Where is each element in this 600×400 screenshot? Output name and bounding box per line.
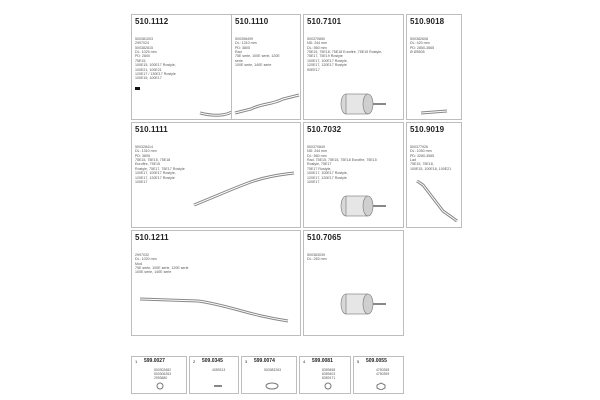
pipe-drawing bbox=[188, 169, 298, 209]
part-card-510-9019[interactable] bbox=[406, 122, 462, 228]
part-specs: 500370849 ND: 244 mm DL: 560 mm Rad, 75E15, 75E15, 75E18 Eurofire, 75E15 Rostyle, 75E17 75E17 Rostyle, 100E17, 100E17 Rostyle, 120E17, 120E17 Rostyle 100E17 bbox=[307, 144, 377, 185]
part-specs: 2997032 DL: 1020 mm Mod 75E serie, 100E serie, 120E serie 100E serie, 140E serie bbox=[135, 252, 189, 275]
part-specs: 500377926 DL: 1050 mm PD: 3280-3565 Lad 75E15, 75E18, 100E15, 100E18, 100E21 bbox=[410, 144, 452, 171]
muffler-drawing bbox=[328, 193, 388, 219]
part-number: 510.9019 bbox=[410, 125, 445, 134]
part-number: 510.7101 bbox=[307, 17, 342, 26]
part-card-510-7065[interactable] bbox=[303, 230, 404, 336]
part-number: 510.7032 bbox=[307, 125, 342, 134]
part-number: 510.1111 bbox=[135, 125, 168, 134]
clamp-icon bbox=[264, 382, 280, 390]
ref-numbers: 4059313 bbox=[212, 368, 226, 372]
part-number: 599.0081 bbox=[312, 358, 333, 364]
clamp-icon bbox=[154, 382, 166, 390]
part-card-510-9018[interactable] bbox=[406, 14, 462, 120]
muffler-drawing bbox=[328, 291, 388, 317]
vehicle-icon bbox=[135, 87, 140, 90]
item-number: 4 bbox=[303, 359, 306, 364]
part-number: 509.0345 bbox=[202, 358, 223, 364]
footer-item-1[interactable] bbox=[131, 356, 187, 394]
ref-numbers: 500302682 500306263 2993680 bbox=[154, 368, 171, 380]
item-number: 3 bbox=[245, 359, 248, 364]
part-specs: 500370850 ND: 244 mm DL: 560 mm 75E15, 75E18, 75E18 Eurofire, 75E15 Rostyle, 75E17, 75E19 Rostyle 100E17, 100E17 Rostyle, 120E17, 120E17 Rostyle 90EE17 bbox=[307, 36, 383, 72]
bolt-icon bbox=[212, 382, 224, 390]
part-number: 510.7065 bbox=[307, 233, 342, 242]
item-number: 2 bbox=[193, 359, 196, 364]
footer-item-2[interactable] bbox=[189, 356, 239, 394]
part-number: 599.0027 bbox=[144, 358, 165, 364]
muffler-drawing bbox=[328, 91, 388, 117]
part-number: 510.1112 bbox=[135, 17, 169, 26]
part-card-510-1111[interactable] bbox=[131, 122, 301, 228]
footer-item-5[interactable] bbox=[353, 356, 404, 394]
part-number: 510.1110 bbox=[235, 17, 269, 26]
part-specs: 500383039 DL: 263 mm bbox=[307, 252, 327, 262]
part-card-510-7101[interactable] bbox=[303, 14, 404, 120]
part-number: 510.9018 bbox=[410, 17, 445, 26]
part-specs: 500382608 DL: 420 mm PD: 2850-3565 Ø Ø5505 bbox=[410, 36, 435, 55]
ref-numbers: 500383263 bbox=[264, 368, 281, 372]
ref-numbers: 4750268 4750399 bbox=[376, 368, 390, 376]
ref-numbers: 8359458 8359403 8359171 bbox=[322, 368, 336, 380]
part-card-510-1110[interactable] bbox=[231, 14, 301, 120]
part-card-510-1211[interactable] bbox=[131, 230, 301, 336]
footer-item-4[interactable] bbox=[299, 356, 351, 394]
part-number: 509.0055 bbox=[366, 358, 387, 364]
footer-item-3[interactable] bbox=[241, 356, 297, 394]
pipe-drawing bbox=[233, 91, 301, 117]
pipe-drawing bbox=[411, 175, 461, 225]
part-specs: 500381003 2997024 500382815 DL: 1025 mm PD: 2800 75E15, 100E15, 100E17 Rostyle, 100E21, 100E21 120E17 / 130E17 Rostyle 100E15, 100E17 bbox=[135, 36, 176, 81]
pipe-drawing bbox=[411, 103, 461, 123]
part-card-510-7032[interactable] bbox=[303, 122, 404, 228]
item-number: 5 bbox=[357, 359, 360, 364]
part-number: 510.1211 bbox=[135, 233, 169, 242]
pipe-drawing bbox=[138, 291, 298, 327]
part-specs: 500398499 DL: 1310 mm PD: 3805 Rad 75E serie, 100E serie, 120E serie 100E serie, 140E serie bbox=[235, 36, 280, 68]
item-number: 1 bbox=[135, 359, 138, 364]
nut-icon bbox=[376, 382, 386, 390]
clamp-icon bbox=[322, 382, 334, 390]
part-specs: 500328414 DL: 1310 mm PD: 3805 75E15, 75E15, 75E18 Eurofire, 75E15 Rostyle, 75E17, 75E17 Rostyle 100E17, 100E17 Rostyle, 120E17, 120E17 Rostyle 100E17 bbox=[135, 144, 185, 185]
part-number: 599.0074 bbox=[254, 358, 275, 364]
